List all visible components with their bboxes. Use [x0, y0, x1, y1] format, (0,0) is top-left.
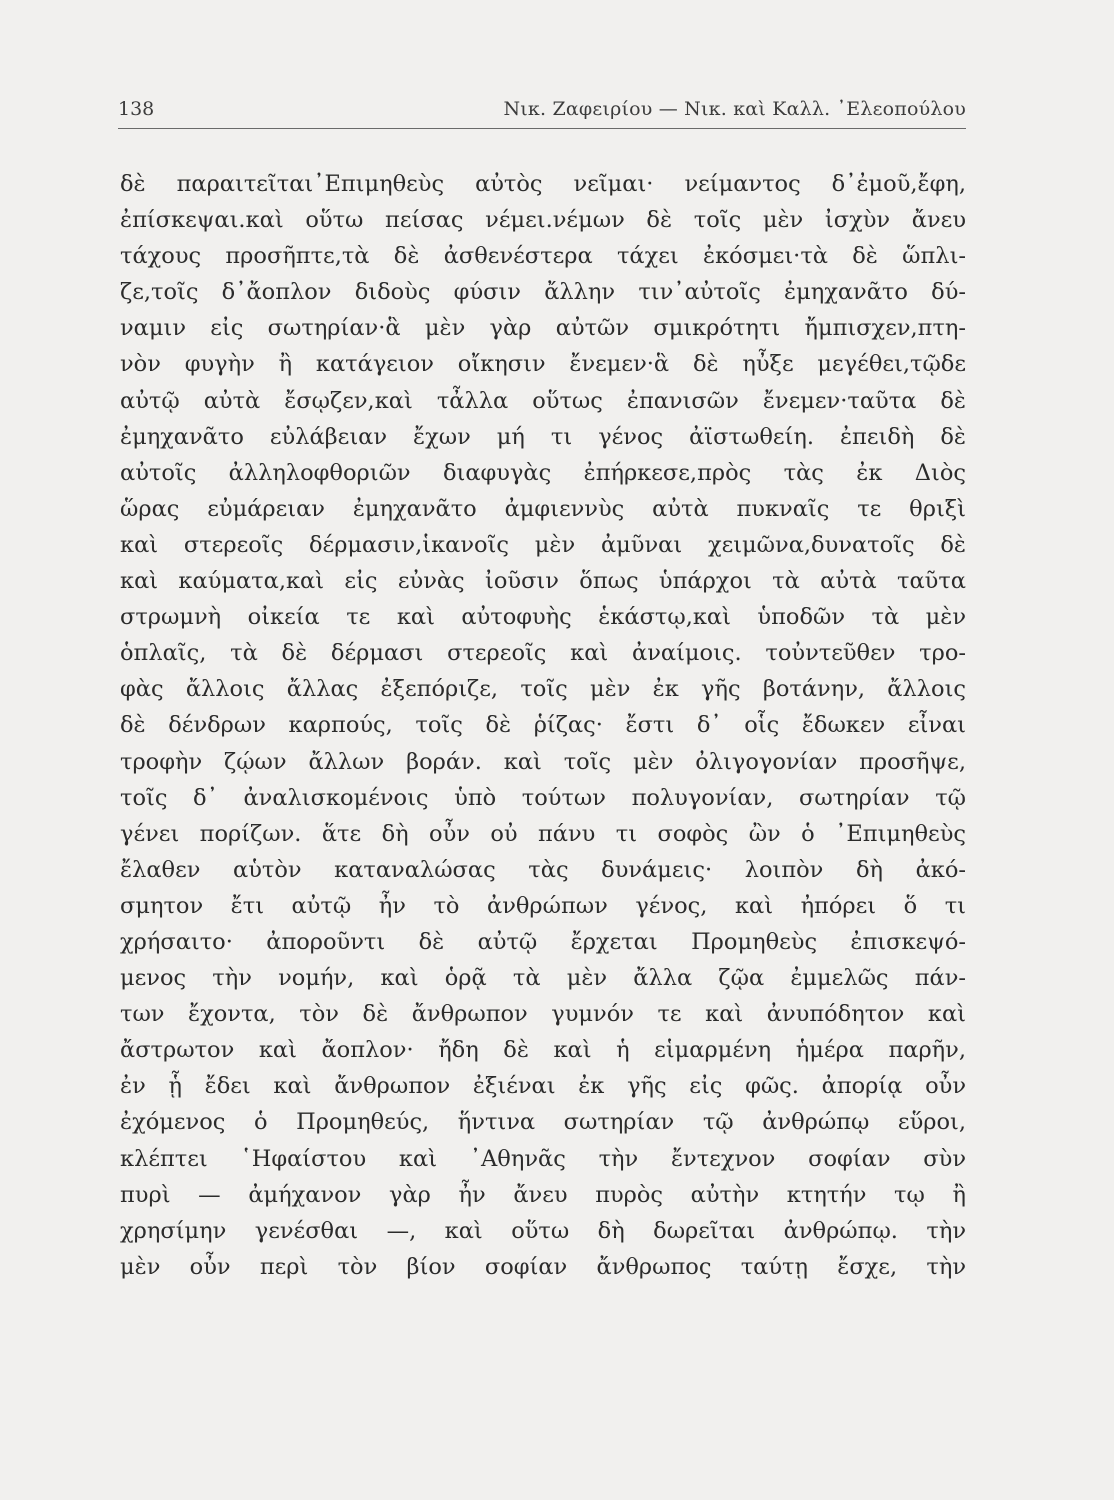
text-line: ἐν ᾗ ἔδει καὶ ἄνθρωπον ἐξιέναι ἐκ γῆς εἰς φῶς. ἀπορίᾳ οὖν — [120, 1073, 966, 1100]
text-line: ἐπίσκεψαι.καὶ οὕτω πείσας νέμει.νέμων δὲ τοῖς μὲν ἰσχὺν ἄνευ — [120, 207, 966, 234]
text-line: καὶ στερεοῖς δέρμασιν,ἱκανοῖς μὲν ἀμῦναι χειμῶνα,δυνατοῖς δὲ — [120, 531, 966, 558]
text-line: αὐτοῖς ἀλληλοφθοριῶν διαφυγὰς ἐπήρκεσε,πρὸς τὰς ἐκ Διὸς — [120, 459, 966, 486]
text-line: χρήσαιτο· ἀποροῦντι δὲ αὐτῷ ἔρχεται Προμηθεὺς ἐπισκεψό- — [120, 928, 966, 955]
text-line: μενος τὴν νομήν, καὶ ὁρᾷ τὰ μὲν ἄλλα ζῷα ἐμμελῶς πάν- — [120, 965, 966, 992]
text-line: μὲν οὖν περὶ τὸν βίον σοφίαν ἄνθρωπος ταύτῃ ἔσχε, τὴν — [120, 1253, 966, 1280]
header-authors: Νικ. Ζαφειρίου — Νικ. καὶ Καλλ. ᾿Ελεοπούλου — [503, 98, 966, 120]
text-line: τοῖς δ᾿ ἀναλισκομένοις ὑπὸ τούτων πολυγονίαν, σωτηρίαν τῷ — [120, 784, 966, 811]
text-line: ἐχόμενος ὁ Προμηθεύς, ἥντινα σωτηρίαν τῷ ἀνθρώπῳ εὕροι, — [120, 1109, 966, 1136]
text-line: χρησίμην γενέσθαι —, καὶ οὕτω δὴ δωρεῖται ἀνθρώπῳ. τὴν — [120, 1217, 966, 1244]
text-line: ἐμηχανᾶτο εὐλάβειαν ἔχων μή τι γένος ἀϊστωθείη. ἐπειδὴ δὲ — [120, 423, 966, 450]
text-line: των ἔχοντα, τὸν δὲ ἄνθρωπον γυμνόν τε καὶ ἀνυπόδητον καὶ — [120, 1001, 966, 1028]
text-line: ὥρας εὐμάρειαν ἐμηχανᾶτο ἀμφιεννὺς αὐτὰ πυκναῖς τε θριξὶ — [120, 495, 966, 522]
text-line: στρωμνὴ οἰκεία τε καὶ αὐτοφυὴς ἑκάστῳ,καὶ ὑποδῶν τὰ μὲν — [120, 604, 966, 631]
text-line: ἄστρωτον καὶ ἄοπλον· ἤδη δὲ καὶ ἡ εἱμαρμένη ἡμέρα παρῆν, — [120, 1037, 966, 1064]
text-line: κλέπτει ῾Ηφαίστου καὶ ᾿Αθηνᾶς τὴν ἔντεχνον σοφίαν σὺν — [120, 1145, 966, 1172]
page-number: 138 — [118, 98, 155, 120]
text-line: αὐτῷ αὐτὰ ἔσῳζεν,καὶ τἆλλα οὕτως ἐπανισῶν ἔνεμεν·ταῦτα δὲ — [120, 387, 966, 414]
text-line: σμητον ἔτι αὐτῷ ἦν τὸ ἀνθρώπων γένος, καὶ ἠπόρει ὅ τι — [120, 892, 966, 919]
header-rule — [118, 128, 966, 129]
text-line: πυρὶ — ἀμήχανον γὰρ ἦν ἄνευ πυρὸς αὐτὴν κτητήν τῳ ἢ — [120, 1181, 966, 1208]
text-line: ἔλαθεν αὑτὸν καταναλώσας τὰς δυνάμεις· λοιπὸν δὴ ἀκό- — [120, 856, 966, 883]
running-head — [118, 98, 966, 128]
text-line: ναμιν εἰς σωτηρίαν·ἃ μὲν γὰρ αὐτῶν σμικρότητι ἤμπισχεν,πτη- — [120, 315, 966, 342]
text-line: δὲ δένδρων καρπούς, τοῖς δὲ ῥίζας· ἔστι δ᾿ οἷς ἔδωκεν εἶναι — [120, 712, 966, 739]
text-line: φὰς ἄλλοις ἄλλας ἐξεπόριζε, τοῖς μὲν ἐκ γῆς βοτάνην, ἄλλοις — [120, 676, 966, 703]
text-line: τάχους προσῆπτε,τὰ δὲ ἀσθενέστερα τάχει ἐκόσμει·τὰ δὲ ὥπλι- — [120, 243, 966, 270]
text-line: καὶ καύματα,καὶ εἰς εὐνὰς ἰοῦσιν ὅπως ὑπάρχοι τὰ αὐτὰ ταῦτα — [120, 568, 966, 595]
body-text — [120, 166, 966, 1285]
text-line: ὁπλαῖς, τὰ δὲ δέρμασι στερεοῖς καὶ ἀναίμοις. τοὐντεῦθεν τρο- — [120, 640, 966, 667]
text-line: ζε,τοῖς δ᾿ἄοπλον διδοὺς φύσιν ἄλλην τιν᾿αὐτοῖς ἐμηχανᾶτο δύ- — [120, 279, 966, 306]
text-line: γένει πορίζων. ἅτε δὴ οὖν οὐ πάνυ τι σοφὸς ὢν ὁ ᾿Επιμηθεὺς — [120, 820, 966, 847]
text-line: νὸν φυγὴν ἢ κατάγειον οἴκησιν ἔνεμεν·ἃ δὲ ηὖξε μεγέθει,τῷδε — [120, 351, 966, 378]
text-line: δὲ παραιτεῖται᾿Επιμηθεὺς αὐτὸς νεῖμαι· νείμαντος δ᾿ἐμοῦ,ἔφη, — [120, 171, 966, 197]
text-line: τροφὴν ζῴων ἄλλων βοράν. καὶ τοῖς μὲν ὀλιγογονίαν προσῆψε, — [120, 748, 966, 775]
